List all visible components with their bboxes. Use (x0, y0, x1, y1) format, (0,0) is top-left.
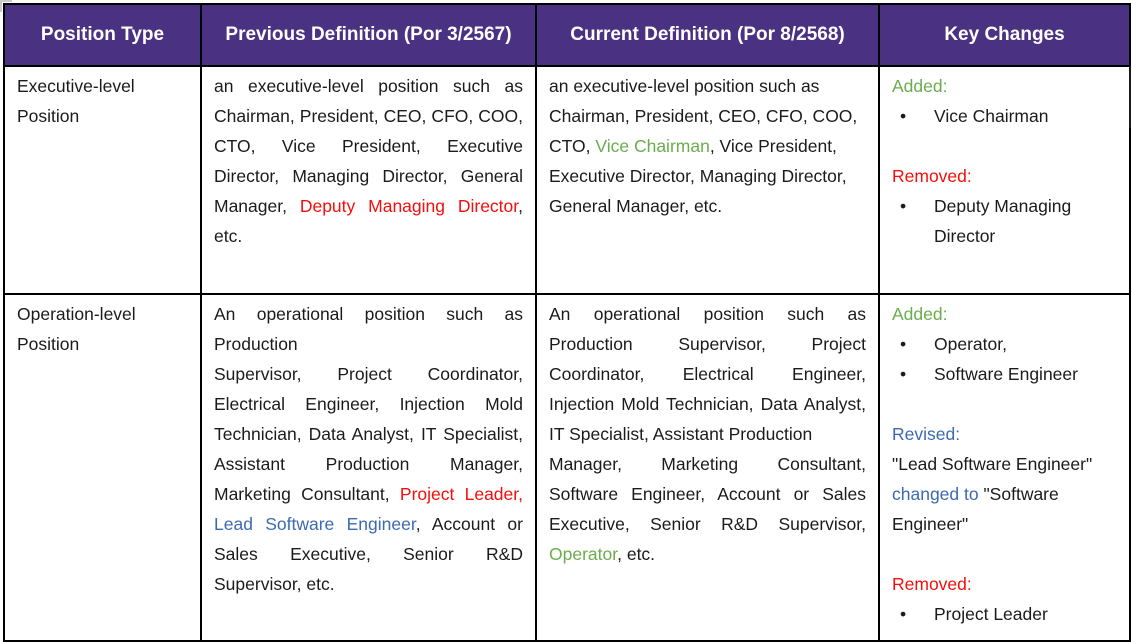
header-row (4, 4, 1130, 66)
cell-key-changes (879, 294, 1130, 641)
key-change-bullet-item (892, 599, 1117, 629)
key-change-heading: Added: (892, 304, 948, 324)
key-change-heading: Added: (892, 76, 948, 96)
bullet-icon: • (900, 106, 907, 126)
key-change-section (892, 419, 1117, 539)
text-segment: , etc. (214, 196, 524, 246)
key-change-section (892, 299, 1117, 389)
bullet-icon: • (900, 196, 907, 216)
key-change-section (892, 71, 1117, 131)
text-segment: Project Leader (934, 604, 1048, 624)
bullet-text (934, 359, 1117, 389)
key-change-paragraph (892, 449, 1117, 539)
text-segment: Vice Chairman (934, 106, 1049, 126)
position-definition-comparison-table (3, 3, 1131, 642)
key-change-heading: Removed: (892, 574, 972, 594)
text-segment: Deputy Managing Director (934, 196, 1072, 246)
cell-position-type: Executive-level Position (4, 66, 201, 294)
table-row (4, 294, 1130, 641)
key-change-section (892, 161, 1117, 251)
text-segment-green: Vice Chairman (595, 136, 710, 156)
text-segment: Manager, Marketing Consultant, Software Engineer, Account or Sales Executive, Senior R&D Supervisor, (549, 454, 866, 534)
cell-current-definition (536, 66, 879, 294)
text-segment: , Account or Sales Executive, Senior R&D Supervisor, etc. (214, 514, 523, 594)
cell-current-definition (536, 294, 879, 641)
column-header-current-definition: Current Definition (Por 8/2568) (536, 4, 879, 66)
text-segment: Operator, (934, 334, 1007, 354)
cell-previous-definition (201, 294, 536, 641)
text-segment: "Lead Software Engineer" (892, 454, 1093, 474)
key-change-heading: Removed: (892, 166, 972, 186)
text-segment-red: Deputy Managing Director (299, 196, 519, 216)
text-segment-blue: changed to (892, 484, 979, 504)
text-segment: an executive-level position such as Chairman, President, CEO, CFO, COO, CTO, (549, 76, 858, 156)
text-segment: Software Engineer (934, 364, 1078, 384)
text-segment-blue: Lead Software Engineer (214, 514, 416, 534)
scrollbar-thumb[interactable] (1129, 66, 1131, 128)
cell-previous-definition (201, 66, 536, 294)
bullet-icon: • (900, 604, 907, 624)
table-row (4, 66, 1130, 294)
cell-key-changes (879, 66, 1130, 294)
text-segment-red: Project Leader, (399, 484, 524, 504)
cell-position-type: Operation-level Position (4, 294, 201, 641)
bullet-text (934, 599, 1117, 629)
bullet-text (934, 329, 1117, 359)
column-header-position-type: Position Type (4, 4, 201, 66)
text-segment: "Software Engineer" (892, 484, 1059, 534)
bullet-icon: • (900, 364, 907, 384)
bullet-icon: • (900, 334, 907, 354)
text-segment: An operational position such as Production (214, 304, 523, 354)
column-header-key-changes: Key Changes (879, 4, 1130, 66)
text-segment-green: Operator (549, 544, 618, 564)
key-change-bullet-item (892, 329, 1117, 359)
key-change-heading: Revised: (892, 424, 961, 444)
text-segment: Supervisor, Project Coordinator, Electrical Engineer, Injection Mold Technician, Data Analyst, IT Specialist, Assistant Production Manager, Marketing Consultant, (214, 364, 523, 504)
text-segment: , etc. (617, 544, 656, 564)
text-segment: An operational position such as Production Supervisor, Project Coordinator, Electrical Engineer, Injection Mold Technician, Data Analyst, IT Specialist, Assistant Production (549, 304, 866, 444)
key-change-bullet-item (892, 191, 1117, 251)
key-change-bullet-item (892, 359, 1117, 389)
column-header-previous-definition: Previous Definition (Por 3/2567) (201, 4, 536, 66)
text-segment: an executive-level position such as Chairman, President, CEO, CFO, COO, CTO, Vice President, Executive Director, Managing Director, General Manager, (214, 76, 523, 216)
key-change-section (892, 569, 1117, 629)
text-segment: , Vice President, Executive Director, Managing Director, General Manager, etc. (549, 136, 847, 216)
bullet-text (934, 101, 1117, 131)
bullet-text (934, 191, 1117, 251)
key-change-bullet-item (892, 101, 1117, 131)
